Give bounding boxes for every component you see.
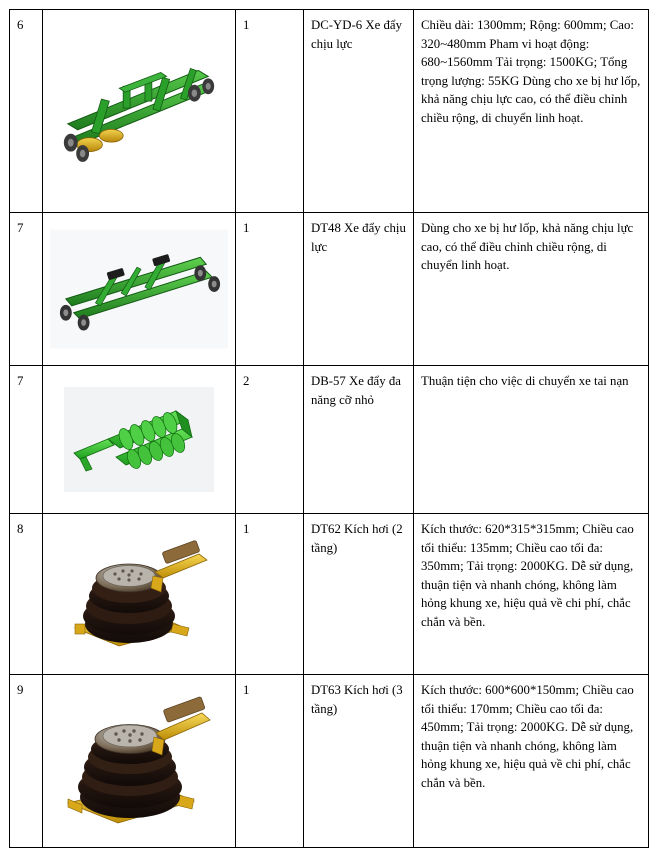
green-small-roller-dolly-db-57-image [50,372,228,507]
product-image-cell [43,514,236,675]
table-row [10,366,649,514]
document-page [0,9,663,857]
green-frame-dolly-illustration [50,229,228,349]
green-wheel-dolly-illustration [50,46,228,176]
specification-table [9,9,649,848]
row-description: Dùng cho xe bị hư lốp, khả năng chịu lực cao, có thể điều chỉnh chiều rộng, di chuyển linh hoạt. [414,213,649,366]
row-quantity: 1 [236,514,304,675]
row-product-name: DT48 Xe đẩy chịu lực [304,213,414,366]
row-description: Chiều dài: 1300mm; Rộng: 600mm; Cao: 320~480mm Pham vi hoạt động: 680~1560mm Tải trọng: 1500KG; Tổng trọng lượng: 55KG Dùng cho xe bị hư lốp, khả năng chịu lực cao, có thể điều chỉnh chiều rộng, di chuyển linh hoạt. [414,10,649,213]
row-product-name: DT62 Kích hơi (2 tầng) [304,514,414,675]
small-roller-dolly-illustration [64,387,214,492]
product-image-cell [43,10,236,213]
row-description: Kích thước: 600*600*150mm; Chiều cao tối thiểu: 170mm; Chiều cao tối đa: 450mm; Tải trọng: 2000KG. Dễ sử dụng, thuận tiện và nhanh chóng, không làm hỏng khung xe, hiệu quả về chi phí, chắc chắn và bền. [414,675,649,848]
table-row [10,675,649,848]
row-product-name: DT63 Kích hơi (3 tầng) [304,675,414,848]
row-quantity: 1 [236,10,304,213]
row-description: Thuận tiện cho việc di chuyển xe tai nạn [414,366,649,514]
product-image-cell [43,366,236,514]
row-description: Kích thước: 620*315*315mm; Chiều cao tối thiểu: 135mm; Chiều cao tối đa: 350mm; Tải trọng: 2000KG. Dễ sử dụng, thuận tiện và nhanh chóng, không làm hỏng khung xe, hiệu quả về chi phí, chắc chắn và bền. [414,514,649,675]
row-index: 7 [10,213,43,366]
table-row [10,10,649,213]
row-quantity: 1 [236,675,304,848]
row-index: 8 [10,514,43,675]
air-jack-2-layer-dt62-image [50,520,228,668]
air-jack-3-layer-illustration [52,691,227,831]
green-frame-dolly-dt48-image [50,219,228,359]
row-quantity: 1 [236,213,304,366]
product-image-cell [43,213,236,366]
product-image-cell [43,675,236,848]
table-row [10,213,649,366]
row-product-name: DB-57 Xe đẩy đa năng cỡ nhỏ [304,366,414,514]
air-jack-3-layer-dt63-image [50,681,228,841]
row-index: 9 [10,675,43,848]
row-quantity: 2 [236,366,304,514]
row-index: 6 [10,10,43,213]
air-jack-2-layer-illustration [57,532,222,657]
green-wheel-dolly-dc-yd-6-image [50,16,228,206]
row-index: 7 [10,366,43,514]
table-row [10,514,649,675]
row-product-name: DC-YD-6 Xe đẩy chịu lực [304,10,414,213]
